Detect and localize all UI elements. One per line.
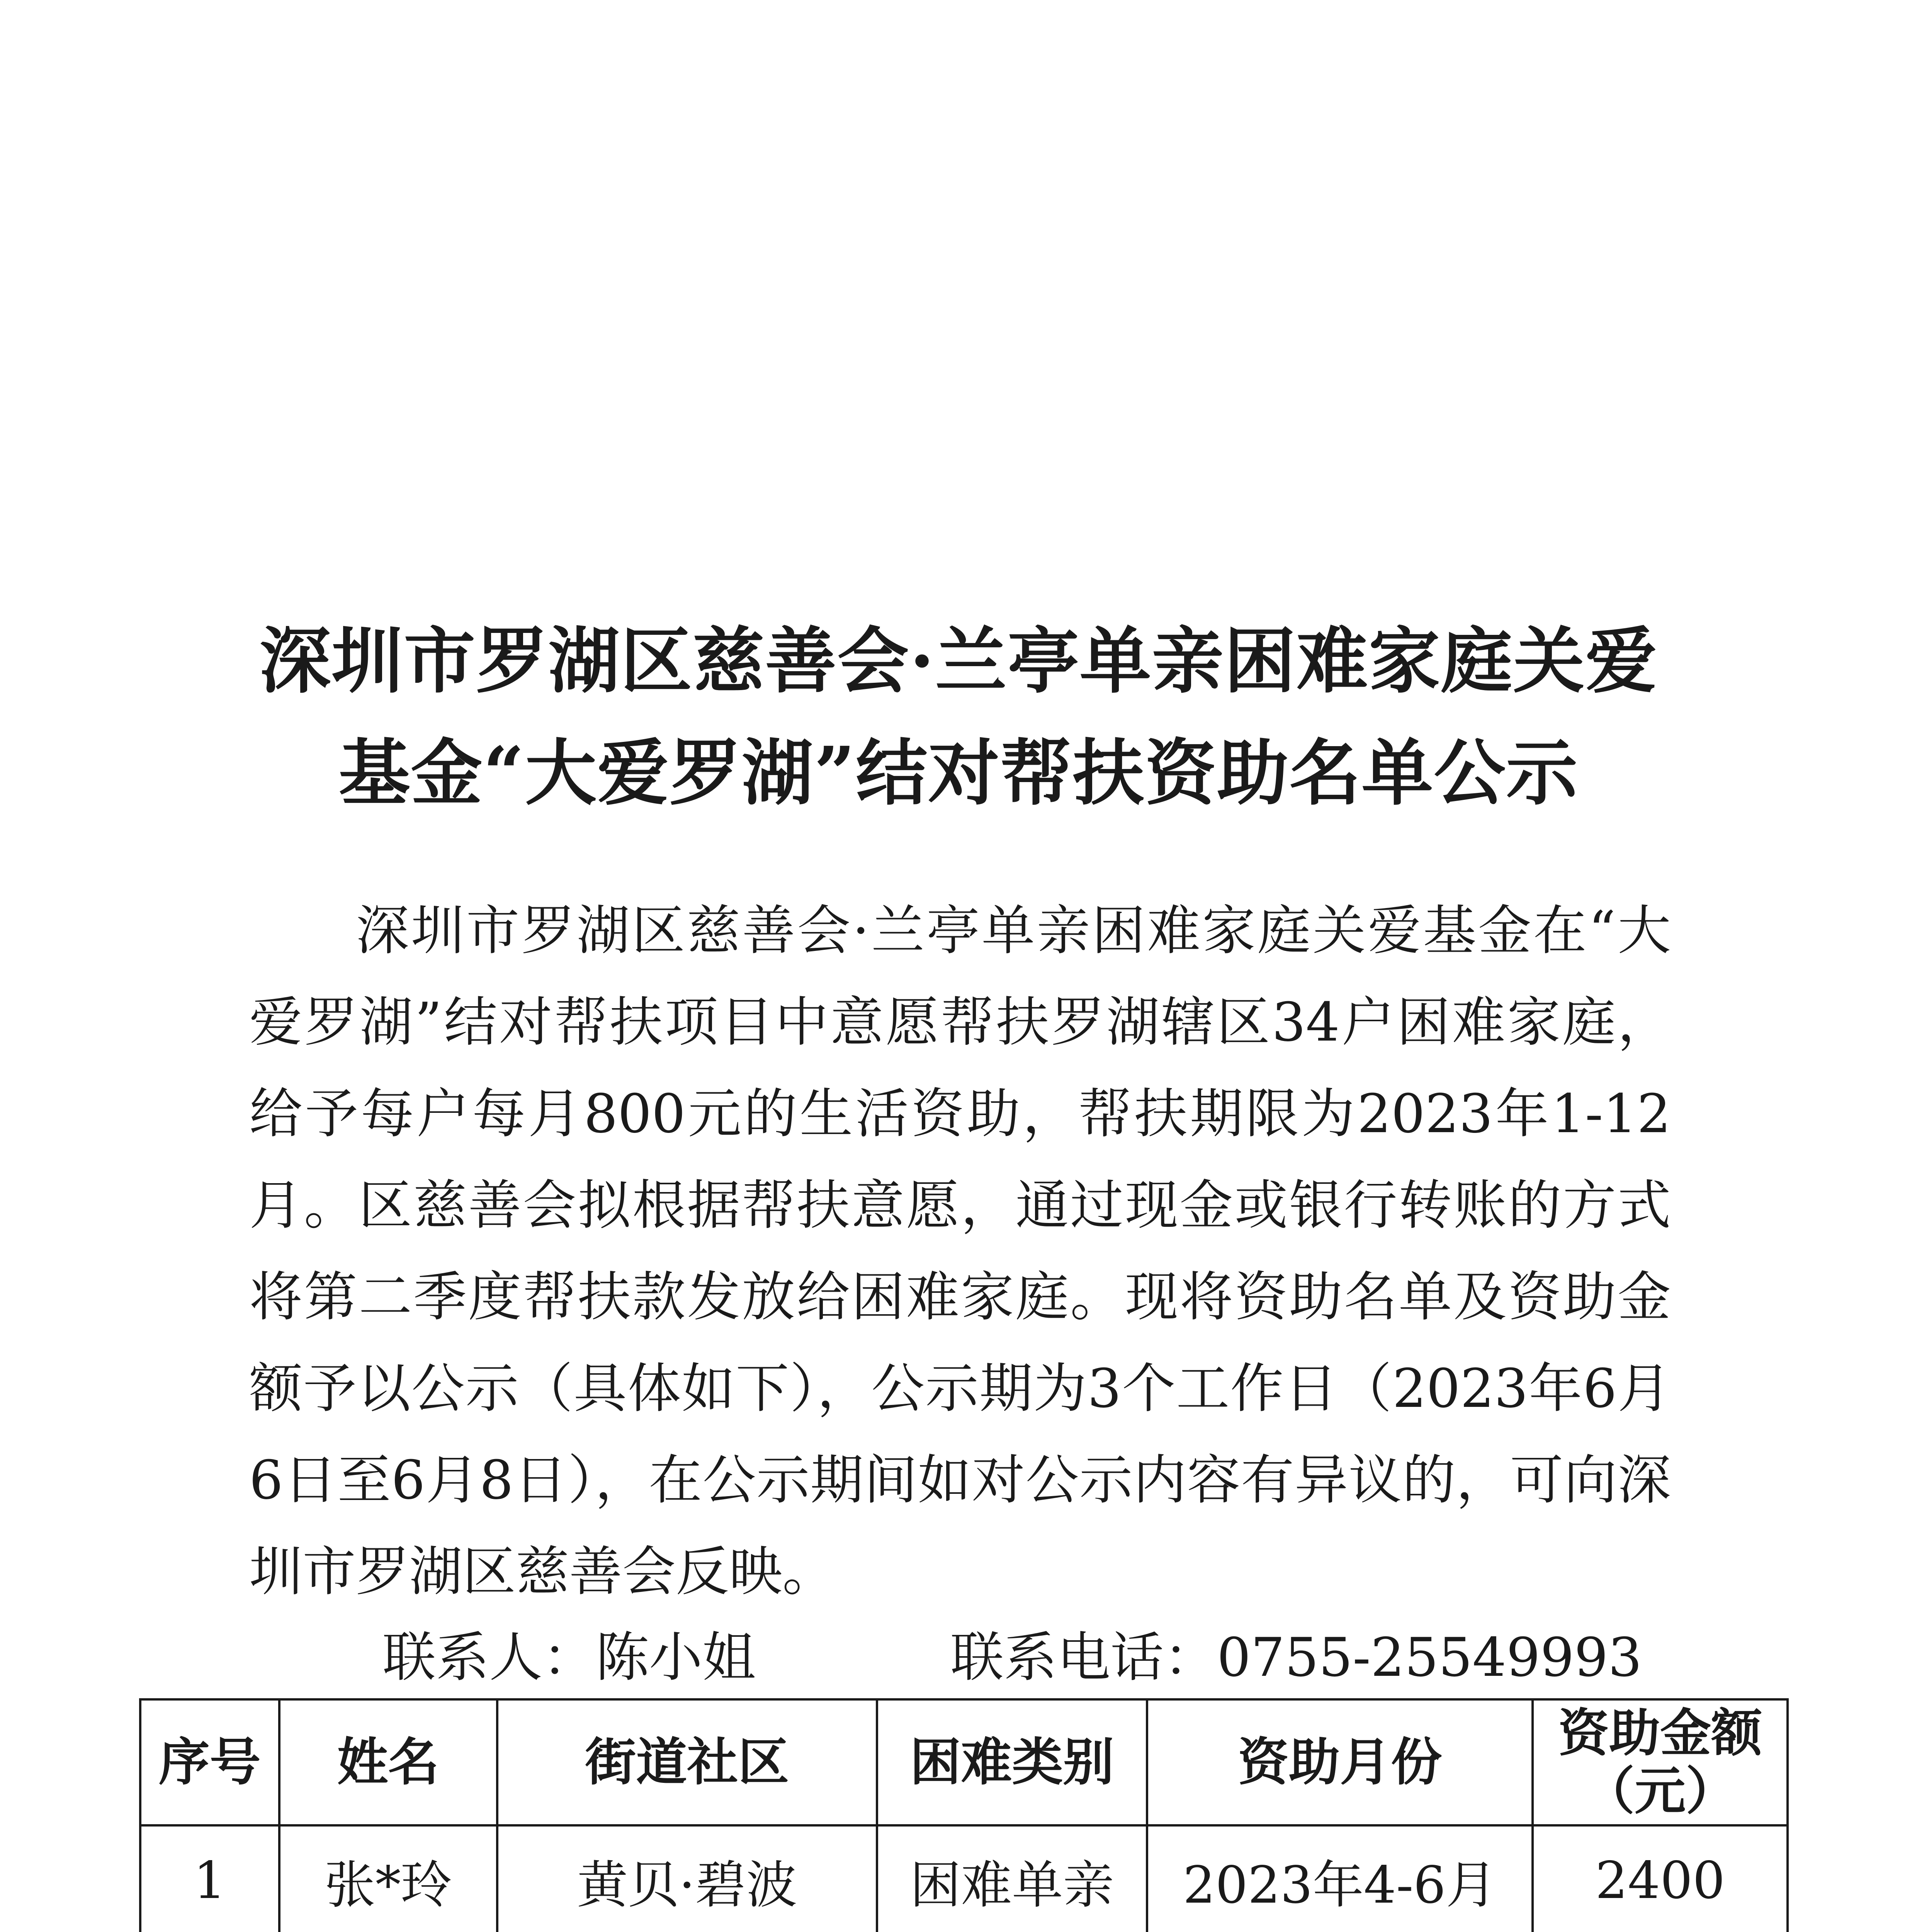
header-category: 困难类别 (877, 1699, 1147, 1825)
header-name: 姓名 (279, 1699, 497, 1825)
contact-phone: 联系电话：0755-25549993 (950, 1626, 1642, 1689)
cell-months: 2023年4-6月 (1147, 1825, 1533, 1932)
cell-no: 1 (140, 1825, 279, 1932)
header-amount-line1: 资助金额 (1558, 1703, 1762, 1763)
document-title-line-1: 深圳市罗湖区慈善会·兰亭单亲困难家庭关爱 (259, 619, 1658, 703)
header-amount (1533, 1699, 1788, 1825)
body-paragraph: 深圳市罗湖区慈善会·兰亭单亲困难家庭关爱基金在“大爱罗湖”结对帮扶项目中意愿帮扶罗湖辖区34户困难家庭，给予每户每月800元的生活资助，帮扶期限为2023年1-12月。区慈善会拟根据帮扶意愿，通过现金或银行转账的方式将第二季度帮扶款发放给困难家庭。现将资助名单及资助金额予以公示（具体如下），公示期为3个工作日（2023年6月6日至6月8日），在公示期间如对公示内容有异议的，可向深圳市罗湖区慈善会反映。 (249, 900, 1671, 1603)
header-area: 街道社区 (497, 1699, 877, 1825)
contact-person: 联系人：陈小姐 (382, 1626, 756, 1689)
cell-amount: 2400 (1533, 1825, 1788, 1932)
aid-list-table (139, 1698, 1789, 1932)
document-title-line-2: 基金“大爱罗湖”结对帮扶资助名单公示 (338, 731, 1579, 815)
cell-area: 黄贝·碧波 (497, 1825, 877, 1932)
table-header-row (140, 1699, 1788, 1825)
cell-name: 张*玲 (279, 1825, 497, 1932)
header-amount-line2: （元） (1584, 1761, 1737, 1821)
cell-category: 困难单亲 (877, 1825, 1147, 1932)
header-no: 序号 (140, 1699, 279, 1825)
header-months: 资助月份 (1147, 1699, 1533, 1825)
table-row (140, 1825, 1788, 1932)
